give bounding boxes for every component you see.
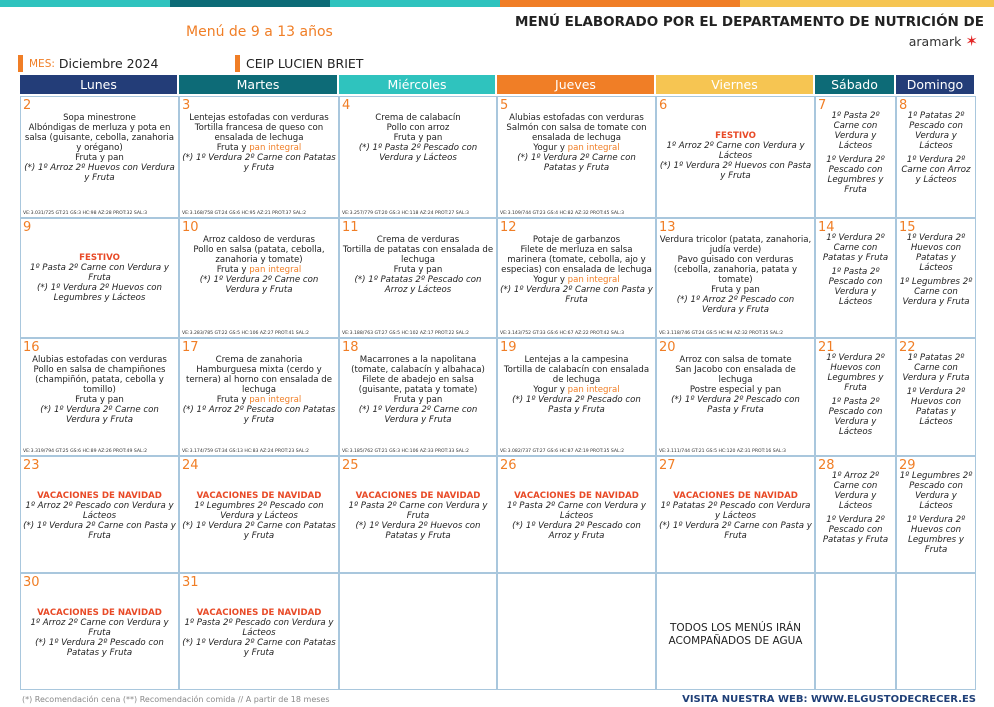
day-number: 4: [342, 98, 351, 113]
month-label: MES:: [29, 57, 55, 70]
day-menu: [23, 491, 176, 541]
day-menu: [23, 113, 176, 183]
day-number: 30: [23, 575, 40, 590]
menu-line: Filete de merluza en salsa marinera (tomate, cebolla, ajo y especias) con ensalada de lechuga: [501, 245, 652, 275]
day-cell: [815, 456, 896, 573]
day-cell: [656, 96, 815, 218]
dinner-recommendation: (*) 1º Verdura 2º Pescado con Arroz y Fruta: [512, 521, 641, 541]
day-number: 3: [182, 98, 191, 113]
nutrition-info: VE:3.143/752 GT:33 GS:6 HC:67 AZ:22 PROT:42 SAL:3: [500, 331, 625, 336]
menu-line: Lentejas a la campesina: [524, 355, 629, 365]
day-cell: [339, 456, 497, 573]
dinner-recommendation: (*) 1º Verdura 2º Huevos con Legumbres y Lácteos: [36, 283, 163, 303]
nutrition-info: VE:3.283/785 GT:22 GS:5 HC:106 AZ:27 PROT:41 SAL:2: [182, 331, 309, 336]
day-number: 21: [818, 340, 835, 355]
weekend-meal: 1º Verdura 2º Carne con Patatas y Fruta: [822, 233, 889, 263]
weekend-meal: 1º Pasta 2º Pescado con Verdura y Lácteos: [828, 267, 883, 307]
day-cell: [20, 218, 179, 338]
menu-line: Filete de abadejo en salsa (guisante, patata y tomate): [358, 375, 478, 395]
day-menu: [500, 491, 653, 541]
day-menu: [342, 113, 494, 163]
day-cell: [497, 573, 656, 690]
day-number: 19: [500, 340, 517, 355]
day-cell: [497, 456, 656, 573]
day-cell: [815, 338, 896, 456]
menu-age-title: Menú de 9 a 13 años: [186, 24, 333, 40]
nutrition-info: VE:3.111/744 GT:21 GS:5 HC:120 AZ:31 PROT:16 SAL:3: [659, 449, 786, 454]
holiday-label: VACACIONES DE NAVIDAD: [514, 491, 639, 501]
day-menu: [899, 111, 973, 185]
website-link[interactable]: VISITA NUESTRA WEB: WWW.ELGUSTODECRECER.ES: [682, 694, 976, 705]
nutrition-info: VE:3.319/794 GT:25 GS:6 HC:89 AZ:26 PROT:49 SAL:2: [23, 449, 148, 454]
nutrition-info: VE:3.168/758 GT:24 GS:6 HC:95 AZ:21 PROT:37 SAL:2: [182, 211, 307, 216]
weekend-meal: 1º Verdura 2º Huevos con Legumbres y Fruta: [906, 515, 966, 555]
day-cell: [656, 573, 815, 690]
menu-line: Arroz caldoso de verduras: [202, 235, 316, 245]
day-cell: [896, 573, 976, 690]
menu-line: Verdura tricolor (patata, zanahoria, judía verde): [659, 235, 812, 255]
day-cell: [179, 573, 339, 690]
holiday-label: VACACIONES DE NAVIDAD: [37, 491, 162, 501]
day-menu: [659, 355, 812, 415]
menu-line: Alubias estofadas con verduras: [509, 113, 644, 123]
dinner-recommendation: (*) 1º Patatas 2º Pescado con Arroz y Lácteos: [354, 275, 482, 295]
day-header-viernes: Viernes: [656, 75, 813, 94]
festivo-label: FESTIVO: [79, 253, 120, 263]
dinner-recommendation: (*) 1º Verdura 2º Carne con Verdura y Fruta: [40, 405, 159, 425]
menu-line: Tortilla de calabacín con ensalada de lechuga: [503, 365, 650, 385]
day-menu: [818, 111, 893, 195]
nutrition-info: VE:3.118/746 GT:24 GS:5 HC:94 AZ:32 PROT:35 SAL:2: [659, 331, 784, 336]
day-cell: [179, 218, 339, 338]
menu-line: Crema de zanahoria: [215, 355, 303, 365]
menu-line: Albóndigas de merluza y pota en salsa (guisante, cebolla, zanahoria y orégano): [24, 123, 175, 153]
menu-line: Hamburguesa mixta (cerdo y ternera) al horno con ensalada de lechuga: [185, 365, 333, 395]
day-header-miercoles: Miércoles: [339, 75, 495, 94]
day-cell: [896, 218, 976, 338]
day-number: 7: [818, 98, 827, 113]
day-cell: [339, 96, 497, 218]
day-number: 14: [818, 220, 835, 235]
day-menu: [500, 113, 653, 173]
weekend-meal: 1º Pasta 2º Pescado con Verdura y Lácteos: [828, 397, 883, 437]
day-menu: [818, 233, 893, 307]
day-number: 28: [818, 458, 835, 473]
day-number: 6: [659, 98, 668, 113]
menu-line: Arroz con salsa de tomate: [679, 355, 792, 365]
menu-line: Crema de calabacín: [375, 113, 461, 123]
day-menu: [182, 491, 336, 541]
weekend-meal: 1º Verdura 2º Huevos con Patatas y Lácteos: [906, 387, 966, 427]
meal-recommendation: 1º Pasta 2º Carne con Verdura y Fruta: [30, 263, 169, 283]
day-menu: [182, 355, 336, 425]
dinner-recommendation: (*) 1º Verdura 2º Pescado con Patatas y Fruta: [35, 638, 164, 658]
meal-recommendation: 1º Pasta 2º Carne con Verdura y Fruta: [348, 501, 488, 521]
day-menu: [659, 235, 812, 315]
dinner-recommendation: (*) 1º Verdura 2º Carne con Pasta y Fruta: [659, 521, 812, 541]
day-menu: [500, 355, 653, 415]
day-number: 2: [23, 98, 32, 113]
holiday-label: VACACIONES DE NAVIDAD: [355, 491, 481, 501]
dessert-line: [500, 275, 653, 285]
dessert-line: [500, 143, 653, 153]
school-field: [235, 55, 363, 72]
day-number: 27: [659, 458, 676, 473]
nutrition-info: VE:3.257/779 GT:20 GS:3 HC:118 AZ:24 PROT:27 SAL:3: [342, 211, 469, 216]
weekend-meal: 1º Verdura 2º Huevos con Patatas y Lácteos: [906, 233, 966, 273]
weekend-meal: 1º Verdura 2º Huevos con Legumbres y Fruta: [826, 353, 885, 393]
day-number: 8: [899, 98, 908, 113]
day-number: 11: [342, 220, 359, 235]
meal-recommendation: 1º Patatas 2º Pescado con Verdura y Lácteos: [660, 501, 811, 521]
day-number: 29: [899, 458, 916, 473]
menu-line: San Jacobo con ensalada de lechuga: [675, 365, 796, 385]
menu-line: Salmón con salsa de tomate con ensalada de lechuga: [506, 123, 647, 143]
weekend-meal: 1º Verdura 2º Carne con Arroz y Lácteos: [901, 155, 971, 185]
menu-line: Fruta y pan: [393, 265, 443, 275]
star-icon: ✶: [965, 32, 978, 50]
dessert-text: Yogur y: [533, 143, 568, 153]
day-cell: [20, 96, 179, 218]
nutrition-info: VE:3.188/763 GT:27 GS:5 HC:102 AZ:17 PROT:22 SAL:2: [342, 331, 469, 336]
day-menu: [500, 235, 653, 305]
top-color-stripe: [0, 0, 994, 7]
menu-line: Fruta y pan: [75, 153, 124, 163]
day-cell: [497, 96, 656, 218]
day-menu: [342, 491, 494, 541]
day-menu: [342, 355, 494, 425]
day-number: 5: [500, 98, 509, 113]
day-menu: [899, 471, 973, 555]
holiday-label: VACACIONES DE NAVIDAD: [673, 491, 798, 501]
dinner-recommendation: (*) 1º Verdura 2º Carne con Patatas y Fruta: [182, 153, 336, 173]
day-number: 23: [23, 458, 40, 473]
day-header-domingo: Domingo: [896, 75, 974, 94]
dessert-line: [500, 385, 653, 395]
nutrition-info: VE:3.082/737 GT:27 GS:6 HC:87 AZ:19 PROT:35 SAL:2: [500, 449, 625, 454]
day-menu: [899, 353, 973, 427]
month-field: [18, 55, 159, 72]
dessert-text: Fruta y: [216, 143, 250, 153]
day-menu: [23, 608, 176, 658]
day-menu: [182, 235, 336, 295]
department-title: MENÚ ELABORADO POR EL DEPARTAMENTO DE NUTRICIÓN DE: [515, 14, 984, 30]
day-menu: [818, 471, 893, 545]
menu-line: Fruta y pan: [75, 395, 124, 405]
dinner-recommendation: (*) 1º Verdura 2º Carne con Verdura y Fruta: [358, 405, 478, 425]
bread-type: pan integral: [249, 143, 302, 153]
dessert-text: Yogur y: [533, 385, 568, 395]
menu-line: Potaje de garbanzos: [532, 235, 621, 245]
day-menu: [23, 355, 176, 425]
menu-line: Alubias estofadas con verduras: [32, 355, 167, 365]
day-number: 16: [23, 340, 40, 355]
holiday-label: VACACIONES DE NAVIDAD: [37, 608, 162, 618]
day-menu: [899, 233, 973, 307]
day-header-lunes: Lunes: [20, 75, 177, 94]
bread-type: pan integral: [249, 265, 302, 275]
meal-recommendation: 1º Legumbres 2º Pescado con Verdura y Lácteos: [194, 501, 324, 521]
day-number: 12: [500, 220, 517, 235]
holiday-label: VACACIONES DE NAVIDAD: [196, 491, 322, 501]
day-cell: [815, 573, 896, 690]
dessert-line: [182, 395, 336, 405]
day-cell: [896, 456, 976, 573]
menu-line: Pollo en salsa (patata, cebolla, zanahoria y tomate): [193, 245, 325, 265]
day-menu: [23, 253, 176, 303]
footer-legend: (*) Recomendación cena (**) Recomendación comida // A partir de 18 meses: [22, 695, 330, 704]
day-number: 31: [182, 575, 199, 590]
dinner-recommendation: (*) 1º Arroz 2º Pescado con Patatas y Fruta: [182, 405, 336, 425]
weekend-meal: 1º Verdura 2º Pescado con Legumbres y Fruta: [826, 155, 885, 195]
meal-recommendation: 1º Arroz 2º Carne con Verdura y Lácteos: [666, 141, 805, 161]
dessert-text: Fruta y: [216, 395, 250, 405]
dinner-recommendation: (*) 1º Verdura 2º Pescado con Pasta y Fruta: [512, 395, 641, 415]
day-menu: [818, 353, 893, 437]
day-cell: [497, 218, 656, 338]
day-cell: [179, 338, 339, 456]
menu-line: Crema de verduras: [376, 235, 460, 245]
day-cell: [497, 338, 656, 456]
weekend-meal: 1º Verdura 2º Pescado con Patatas y Fruta: [822, 515, 889, 545]
dinner-recommendation: (*) 1º Arroz 2º Pescado con Verdura y Fruta: [676, 295, 795, 315]
day-cell: [656, 456, 815, 573]
day-cell: [815, 96, 896, 218]
day-number: 26: [500, 458, 517, 473]
day-number: 24: [182, 458, 199, 473]
day-cell: [339, 218, 497, 338]
day-header-jueves: Jueves: [497, 75, 654, 94]
dinner-recommendation: (*) 1º Pasta 2º Pescado con Verdura y Lácteos: [358, 143, 478, 163]
dessert-line: [182, 143, 336, 153]
month-value: Diciembre 2024: [58, 56, 159, 71]
menu-line: Macarrones a la napolitana (tomate, calabacín y albahaca): [351, 355, 485, 375]
day-number: 15: [899, 220, 916, 235]
meal-recommendation: 1º Arroz 2º Pescado con Verdura y Lácteos: [25, 501, 174, 521]
brand-logo: [909, 32, 978, 50]
bread-type: pan integral: [567, 143, 620, 153]
day-cell: [896, 338, 976, 456]
dinner-recommendation: (*) 1º Arroz 2º Huevos con Verdura y Fruta: [24, 163, 175, 183]
day-cell: [20, 573, 179, 690]
day-number: 10: [182, 220, 199, 235]
bread-type: pan integral: [567, 275, 620, 285]
menu-line: Pollo en salsa de champiñones (champiñón, patata, cebolla y tomillo): [33, 365, 166, 395]
school-name: CEIP LUCIEN BRIET: [246, 56, 364, 71]
day-cell: [656, 338, 815, 456]
day-header-martes: Martes: [179, 75, 337, 94]
weekend-meal: 1º Patatas 2º Pescado con Verdura y Lácteos: [907, 111, 965, 151]
nutrition-info: VE:3.031/725 GT:21 GS:3 HC:98 AZ:28 PROT:32 SAL:3: [23, 211, 148, 216]
nutrition-info: VE:3.174/759 GT:34 GS:13 HC:83 AZ:24 PROT:23 SAL:2: [182, 449, 309, 454]
dinner-recommendation: (*) 1º Verdura 2º Pescado con Pasta y Fruta: [671, 395, 800, 415]
water-note: TODOS LOS MENÚS IRÁN ACOMPAÑADOS DE AGUA: [668, 622, 803, 647]
weekend-meal: 1º Arroz 2º Carne con Verdura y Lácteos: [831, 471, 880, 511]
day-cell: [339, 573, 497, 690]
dinner-recommendation: (*) 1º Verdura 2º Huevos con Patatas y Fruta: [355, 521, 481, 541]
dessert-text: Fruta y: [216, 265, 250, 275]
dinner-recommendation: (*) 1º Verdura 2º Carne con Pasta y Fruta: [23, 521, 176, 541]
day-menu: [182, 113, 336, 173]
menu-line: Sopa minestrone: [63, 113, 136, 123]
day-cell: [339, 338, 497, 456]
menu-line: Fruta y pan: [393, 133, 443, 143]
weekend-meal: 1º Pasta 2º Carne con Verdura y Lácteos: [831, 111, 880, 151]
dinner-recommendation: (*) 1º Verdura 2º Carne con Patatas y Fruta: [182, 521, 336, 541]
day-cell: [179, 96, 339, 218]
day-cell: [20, 456, 179, 573]
menu-line: Fruta y pan: [711, 285, 760, 295]
dinner-recommendation: (*) 1º Verdura 2º Huevos con Pasta y Fruta: [659, 161, 812, 181]
day-menu: [659, 131, 812, 181]
brand-name: aramark: [908, 34, 962, 49]
menu-line: Lentejas estofadas con verduras: [189, 113, 329, 123]
day-cell: [656, 218, 815, 338]
day-number: 9: [23, 220, 32, 235]
festivo-label: FESTIVO: [715, 131, 756, 141]
weekend-meal: 1º Legumbres 2º Pescado con Verdura y Lácteos: [899, 471, 973, 511]
bread-type: pan integral: [567, 385, 620, 395]
dinner-recommendation: (*) 1º Verdura 2º Carne con Pasta y Fruta: [500, 285, 653, 305]
nutrition-info: VE:3.109/744 GT:23 GS:4 HC:82 AZ:32 PROT:45 SAL:3: [500, 211, 625, 216]
holiday-label: VACACIONES DE NAVIDAD: [196, 608, 322, 618]
day-menu: [659, 491, 812, 541]
dessert-line: [182, 265, 336, 275]
dinner-recommendation: (*) 1º Verdura 2º Carne con Patatas y Fruta: [182, 638, 336, 658]
menu-line: Tortilla de patatas con ensalada de lechuga: [342, 245, 494, 265]
day-menu: [342, 235, 494, 295]
dinner-recommendation: (*) 1º Verdura 2º Carne con Verdura y Fruta: [199, 275, 319, 295]
nutrition-info: VE:3.185/762 GT:21 GS:3 HC:106 AZ:33 PROT:33 SAL:2: [342, 449, 469, 454]
day-number: 25: [342, 458, 359, 473]
day-cell: [896, 96, 976, 218]
menu-line: Tortilla francesa de queso con ensalada de lechuga: [194, 123, 324, 143]
dessert-text: Yogur y: [533, 275, 568, 285]
meal-recommendation: 1º Arroz 2º Carne con Verdura y Fruta: [30, 618, 169, 638]
day-number: 13: [659, 220, 676, 235]
day-number: 17: [182, 340, 199, 355]
day-number: 20: [659, 340, 676, 355]
day-header-sabado: Sábado: [815, 75, 894, 94]
menu-line: Pavo guisado con verduras (cebolla, zanahoria, patata y tomate): [673, 255, 798, 285]
day-number: 22: [899, 340, 916, 355]
day-menu: [182, 608, 336, 658]
day-cell: [20, 338, 179, 456]
weekend-meal: 1º Legumbres 2º Carne con Verdura y Fruta: [899, 277, 973, 307]
day-cell: [815, 218, 896, 338]
menu-line: Postre especial y pan: [689, 385, 782, 395]
day-number: 18: [342, 340, 359, 355]
day-cell: [179, 456, 339, 573]
weekend-meal: 1º Patatas 2º Carne con Verdura y Fruta: [902, 353, 970, 383]
menu-line: Pollo con arroz: [386, 123, 450, 133]
bread-type: pan integral: [249, 395, 302, 405]
meal-recommendation: 1º Pasta 2º Pescado con Verdura y Lácteos: [184, 618, 334, 638]
meal-recommendation: 1º Pasta 2º Carne con Verdura y Lácteos: [507, 501, 646, 521]
dinner-recommendation: (*) 1º Verdura 2º Carne con Patatas y Fruta: [517, 153, 636, 173]
menu-line: Fruta y pan: [393, 395, 443, 405]
